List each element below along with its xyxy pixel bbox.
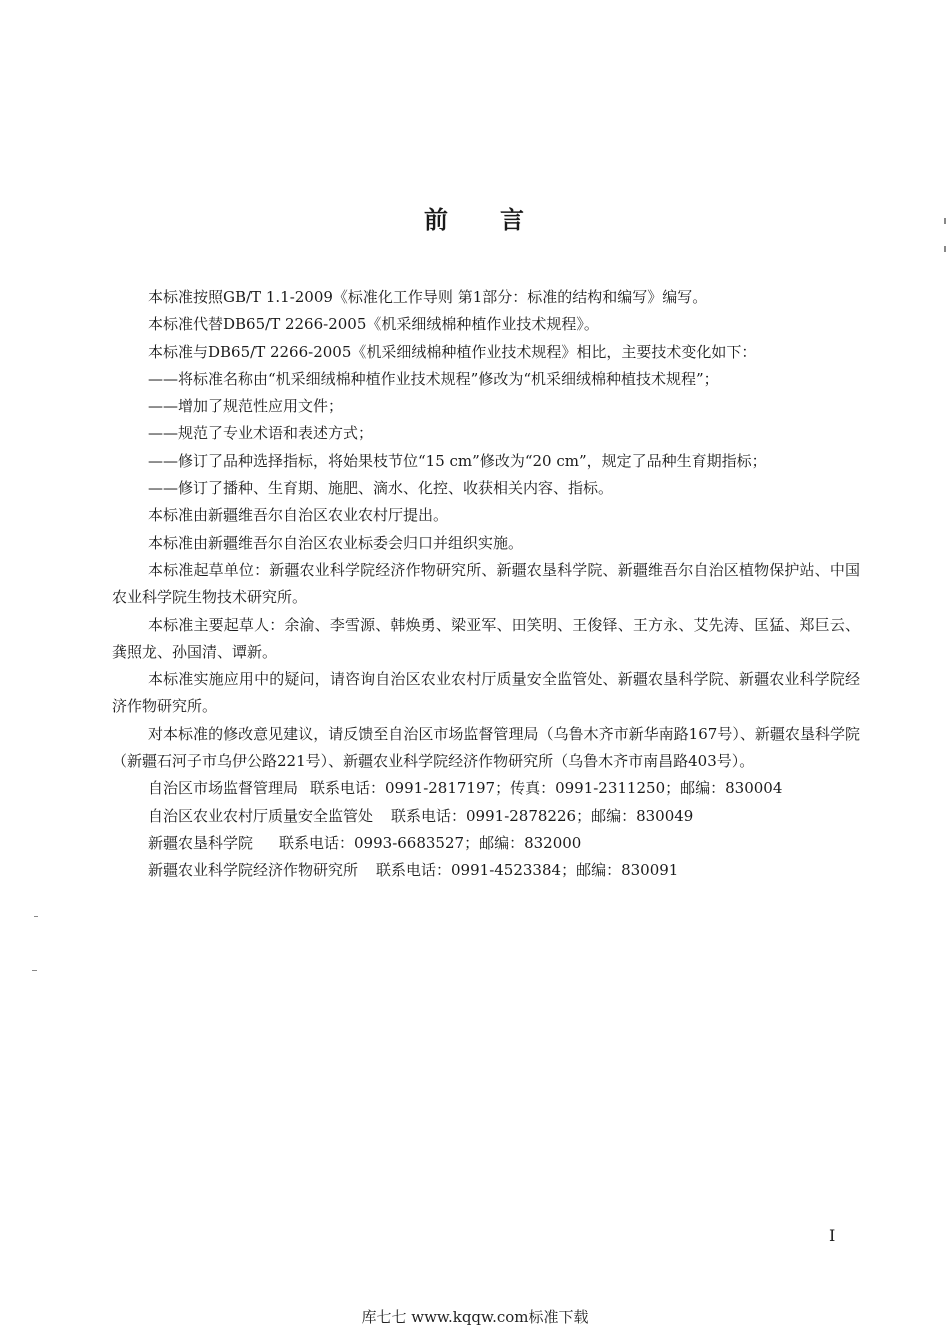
footer-watermark: 库七七 www.kqqw.com标准下载 xyxy=(361,1308,589,1326)
contact-org: 自治区农业农村厅质量安全监管处 xyxy=(148,806,374,825)
change-item: ——增加了规范性应用文件； xyxy=(148,397,344,416)
paragraph-drafters: 本标准主要起草人：余渝、李雪源、韩焕勇、梁亚军、田笑明、王俊铎、王方永、艾先涛、匡猛、郑巨云、龚照龙、孙国清、谭新。 xyxy=(112,615,860,661)
paragraph-changes-intro: 本标准与DB65/T 2266-2005《机采细绒棉种植作业技术规程》相比，主要技术变化如下： xyxy=(148,342,757,361)
contact-org: 自治区市场监督管理局 xyxy=(148,779,299,798)
change-item: ——修订了播种、生育期、施肥、滴水、化控、收获相关内容、指标。 xyxy=(148,479,614,498)
scan-mark xyxy=(944,246,946,252)
contact-info: 联系电话：0993-6683527；邮编：832000 xyxy=(279,833,582,852)
contact-info: 联系电话：0991-2817197；传真：0991-2311250；邮编：830004 xyxy=(310,779,783,798)
page-number: I xyxy=(829,1226,836,1245)
contact-info: 联系电话：0991-2878226；邮编：830049 xyxy=(391,806,694,825)
paragraph-feedback: 对本标准的修改意见建议，请反馈至自治区市场监督管理局（乌鲁木齐市新华南路167号）、新疆农垦科学院（新疆石河子市乌伊公路221号）、新疆农业科学院经济作物研究所（乌鲁木齐市南昌路403号）。 xyxy=(112,724,860,771)
paragraph-proposer: 本标准由新疆维吾尔自治区农业农村厅提出。 xyxy=(148,506,449,525)
contact-row xyxy=(112,775,860,802)
contact-org: 新疆农垦科学院 xyxy=(148,833,254,852)
title-char-1: 前 xyxy=(424,206,450,234)
change-item: ——将标准名称由“机采细绒棉种植作业技术规程”修改为“机采细绒棉种植技术规程”； xyxy=(148,369,719,388)
contact-row xyxy=(112,803,860,830)
contact-row xyxy=(112,857,860,884)
title-char-2: 言 xyxy=(500,206,526,234)
contact-org: 新疆农业科学院经济作物研究所 xyxy=(148,861,359,880)
contact-info: 联系电话：0991-4523384；邮编：830091 xyxy=(376,861,679,880)
paragraph-replaces: 本标准代替DB65/T 2266-2005《机采细绒棉种植作业技术规程》。 xyxy=(148,315,599,334)
scan-mark xyxy=(34,916,38,917)
paragraph-administrator: 本标准由新疆维吾尔自治区农业标委会归口并组织实施。 xyxy=(148,533,524,552)
foreword-body xyxy=(112,284,860,885)
paragraph-drafting-rules: 本标准按照GB/T 1.1-2009《标准化工作导则 第1部分：标准的结构和编写》编写。 xyxy=(148,288,708,306)
scan-mark xyxy=(32,970,37,971)
scan-mark xyxy=(944,218,946,224)
change-item: ——规范了专业术语和表述方式； xyxy=(148,424,374,443)
paragraph-inquiries: 本标准实施应用中的疑问，请咨询自治区农业农村厅质量安全监管处、新疆农垦科学院、新疆农业科学院经济作物研究所。 xyxy=(112,670,860,716)
contact-row xyxy=(112,830,860,857)
paragraph-drafting-units: 本标准起草单位：新疆农业科学院经济作物研究所、新疆农垦科学院、新疆维吾尔自治区植物保护站、中国农业科学院生物技术研究所。 xyxy=(112,560,860,607)
change-item: ——修订了品种选择指标，将始果枝节位“15 cm”修改为“20 cm”，规定了品种生育期指标； xyxy=(148,451,767,470)
page-title xyxy=(0,200,950,235)
